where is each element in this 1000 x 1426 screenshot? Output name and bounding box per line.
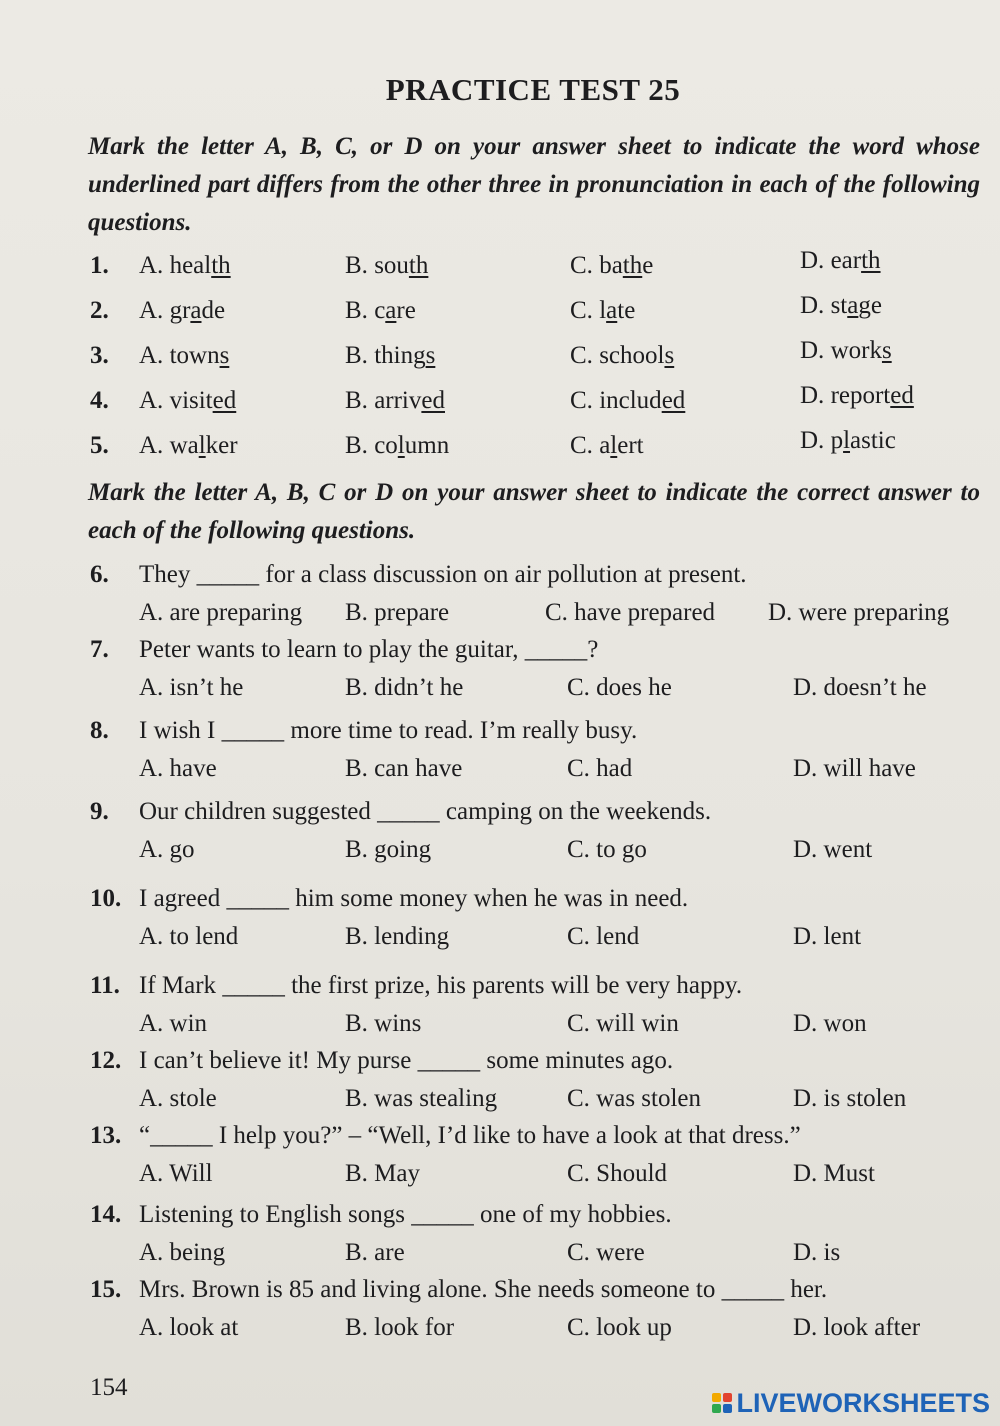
underlined-part: a: [190, 297, 202, 324]
underlined-part: th: [861, 247, 881, 274]
option-letter: A.: [139, 297, 170, 324]
option-letter: D.: [800, 337, 831, 364]
answer-blank: _____: [226, 885, 289, 912]
answer-option: [800, 337, 892, 365]
word-part: a: [599, 432, 611, 459]
answer-option: A. look at: [139, 1314, 239, 1341]
underlined-part: a: [385, 297, 397, 324]
option-letter: D.: [800, 427, 831, 454]
stem-text: him some money when he was in need.: [288, 885, 689, 912]
answer-blank: _____: [196, 561, 260, 588]
answer-blank: _____: [411, 1201, 474, 1228]
answer-option: [139, 252, 231, 280]
question-number: 10.: [90, 885, 122, 912]
answer-option: D. went: [793, 836, 873, 863]
question-stem: [139, 1201, 672, 1229]
word-part: heal: [169, 252, 212, 279]
underlined-part: th: [408, 252, 429, 279]
answer-option: C. was stolen: [567, 1085, 702, 1112]
underlined-part: l: [397, 432, 405, 459]
answer-option: B. are: [345, 1239, 405, 1266]
answer-option: [800, 382, 914, 410]
answer-option: A. go: [139, 836, 195, 863]
word-part: de: [201, 297, 226, 324]
answer-option: B. look for: [345, 1314, 455, 1341]
answer-option: B. lending: [345, 923, 450, 950]
question-number: 11.: [90, 972, 120, 999]
answer-option: C. does he: [567, 674, 672, 701]
underlined-part: th: [211, 252, 231, 279]
answer-option: A. being: [139, 1239, 226, 1266]
word-part: report: [830, 382, 891, 409]
answer-option: D. is stolen: [793, 1085, 907, 1112]
answer-option: [139, 342, 229, 370]
word-part: astic: [850, 427, 896, 454]
answer-option: C. had: [567, 755, 633, 782]
answer-option: A. stole: [139, 1085, 217, 1112]
stem-text: more time to read. I’m really busy.: [284, 717, 638, 744]
answer-option: D. lent: [793, 923, 862, 950]
answer-option: A. have: [139, 755, 217, 782]
stem-text: some minutes ago.: [480, 1047, 674, 1074]
question-stem: [139, 972, 742, 1000]
underlined-part: ed: [421, 387, 445, 414]
question-stem: [139, 1122, 801, 1150]
answer-option: B. wins: [345, 1010, 422, 1037]
answer-option: A. to lend: [139, 923, 239, 950]
answer-option: B. prepare: [345, 599, 450, 626]
underlined-part: a: [606, 297, 618, 324]
stem-text: Our children suggested: [139, 798, 378, 825]
word-part: work: [830, 337, 882, 364]
stem-text: for a class discussion on air pollution at present.: [259, 561, 747, 588]
word-part: te: [617, 297, 636, 324]
word-part: ba: [599, 252, 623, 279]
word-part: ge: [858, 292, 882, 319]
question-number: 3.: [90, 342, 109, 369]
word-part: sou: [374, 252, 409, 279]
question-number: 6.: [90, 561, 109, 588]
answer-option: C. have prepared: [545, 599, 716, 626]
answer-option: [139, 387, 236, 415]
answer-option: C. to go: [567, 836, 647, 863]
question-number: 13.: [90, 1122, 122, 1149]
answer-blank: _____: [377, 798, 440, 825]
underlined-part: ed: [890, 382, 914, 409]
question-stem: [139, 561, 747, 589]
answer-option: [800, 427, 896, 455]
question-number: 9.: [90, 798, 109, 825]
underlined-part: th: [622, 252, 643, 279]
answer-option: D. won: [793, 1010, 867, 1037]
answer-option: B. was stealing: [345, 1085, 498, 1112]
word-part: gr: [169, 297, 191, 324]
word-part: arriv: [374, 387, 422, 414]
answer-option: A. Will: [139, 1160, 213, 1187]
question-number: 1.: [90, 252, 109, 279]
answer-option: [800, 292, 882, 320]
word-part: ker: [205, 432, 238, 459]
underlined-part: l: [198, 432, 206, 459]
answer-blank: _____: [721, 1276, 785, 1303]
answer-option: D. doesn’t he: [793, 674, 927, 701]
underlined-part: s: [219, 342, 230, 369]
option-letter: A.: [139, 387, 170, 414]
answer-blank: _____: [417, 1047, 481, 1074]
word-part: school: [599, 342, 665, 369]
instruction-pronunciation: Mark the letter A, B, C, or D on your answer sheet to indicate the word whose underlined part differs from the other three in pronunciation in each of the following questions.: [88, 133, 980, 236]
stem-text: I can’t believe it! My purse: [139, 1047, 418, 1074]
answer-blank: _____: [221, 717, 285, 744]
answer-option: [570, 432, 644, 460]
question-stem: [139, 885, 688, 913]
underlined-part: s: [664, 342, 675, 369]
page-number: 154: [90, 1374, 128, 1401]
answer-option: D. were preparing: [768, 599, 950, 626]
stem-text: the first prize, his parents will be very happy.: [284, 972, 743, 999]
answer-option: D. look after: [793, 1314, 921, 1341]
answer-option: C. look up: [567, 1314, 672, 1341]
option-letter: C.: [570, 297, 600, 324]
answer-option: D. is: [793, 1239, 841, 1266]
stem-text: one of my hobbies.: [473, 1201, 672, 1228]
stem-text: I help you?” – “Well, I’d like to have a look at that dress.”: [212, 1122, 801, 1149]
stem-text: I agreed: [139, 885, 227, 912]
word-part: l: [599, 297, 607, 324]
answer-option: [800, 247, 881, 275]
question-stem: [139, 1276, 827, 1304]
answer-option: C. Should: [567, 1160, 668, 1187]
question-stem: [139, 636, 598, 664]
word-part: includ: [599, 387, 662, 414]
word-part: wa: [169, 432, 199, 459]
instruction-grammar: Mark the letter A, B, C or D on your answer sheet to indicate the correct answer to each of the following questions.: [88, 479, 980, 544]
answer-option: [139, 297, 225, 325]
answer-option: A. isn’t he: [139, 674, 244, 701]
word-part: co: [374, 432, 398, 459]
liveworksheets-logo: [712, 1388, 990, 1418]
answer-option: C. lend: [567, 923, 640, 950]
answer-option: [345, 387, 445, 415]
underlined-part: ed: [661, 387, 686, 414]
option-letter: D.: [800, 382, 831, 409]
option-letter: B.: [345, 342, 375, 369]
answer-option: C. will win: [567, 1010, 679, 1037]
word-part: visit: [169, 387, 213, 414]
answer-option: [570, 297, 635, 325]
answer-option: D. Must: [793, 1160, 875, 1187]
stem-text: If Mark: [139, 972, 223, 999]
question-stem: [139, 798, 711, 826]
underlined-part: s: [425, 342, 436, 369]
answer-option: [345, 297, 416, 325]
answer-option: [139, 432, 238, 460]
stem-text: “: [139, 1122, 151, 1149]
underlined-part: ed: [212, 387, 237, 414]
option-letter: D.: [800, 247, 831, 274]
question-number: 7.: [90, 636, 109, 663]
underlined-part: a: [847, 292, 859, 319]
question-number: 2.: [90, 297, 109, 324]
stem-text: her.: [784, 1276, 828, 1303]
answer-option: B. May: [345, 1160, 420, 1187]
question-number: 5.: [90, 432, 109, 459]
option-letter: B.: [345, 432, 375, 459]
answer-option: A. are preparing: [139, 599, 303, 626]
answer-option: [570, 387, 685, 415]
answer-option: [345, 432, 449, 460]
word-part: st: [830, 292, 848, 319]
logo-icon: [712, 1393, 732, 1413]
word-part: ear: [830, 247, 862, 274]
answer-option: [570, 252, 653, 280]
word-part: umn: [404, 432, 450, 459]
answer-option: B. going: [345, 836, 432, 863]
option-letter: B.: [345, 252, 375, 279]
option-letter: C.: [570, 387, 600, 414]
stem-text: I wish I: [139, 717, 222, 744]
option-letter: D.: [800, 292, 831, 319]
stem-text: Mrs. Brown is 85 and living alone. She needs someone to: [139, 1276, 722, 1303]
word-part: e: [642, 252, 654, 279]
stem-text: Peter wants to learn to play the guitar,: [139, 636, 525, 663]
word-part: p: [830, 427, 844, 454]
stem-text: They: [139, 561, 197, 588]
underlined-part: l: [610, 432, 618, 459]
word-part: ert: [617, 432, 644, 459]
word-part: thing: [374, 342, 426, 369]
question-number: 8.: [90, 717, 109, 744]
word-part: re: [396, 297, 416, 324]
question-stem: [139, 1047, 673, 1075]
option-letter: B.: [345, 387, 375, 414]
answer-option: D. will have: [793, 755, 916, 782]
option-letter: C.: [570, 342, 600, 369]
word-part: town: [169, 342, 220, 369]
question-number: 12.: [90, 1047, 122, 1074]
answer-blank: _____: [150, 1122, 213, 1149]
answer-option: [570, 342, 674, 370]
logo-text: LIVEWORKSHEETS: [736, 1387, 990, 1418]
option-letter: C.: [570, 252, 600, 279]
stem-text: camping on the weekends.: [439, 798, 712, 825]
option-letter: B.: [345, 297, 375, 324]
question-stem: [139, 717, 637, 745]
answer-option: [345, 252, 428, 280]
answer-option: A. win: [139, 1010, 208, 1037]
word-part: c: [374, 297, 386, 324]
question-number: 14.: [90, 1201, 122, 1228]
answer-blank: _____: [222, 972, 285, 999]
option-letter: A.: [139, 432, 170, 459]
option-letter: A.: [139, 252, 170, 279]
question-number: 15.: [90, 1276, 122, 1303]
answer-option: C. were: [567, 1239, 645, 1266]
underlined-part: s: [881, 337, 892, 364]
underlined-part: l: [843, 427, 851, 454]
answer-blank: _____: [524, 636, 588, 663]
answer-option: B. didn’t he: [345, 674, 464, 701]
answer-option: [345, 342, 435, 370]
stem-text: ?: [587, 636, 599, 663]
option-letter: A.: [139, 342, 170, 369]
stem-text: Listening to English songs: [139, 1201, 412, 1228]
option-letter: C.: [570, 432, 600, 459]
page-title: PRACTICE TEST 25: [385, 72, 681, 107]
answer-option: B. can have: [345, 755, 463, 782]
question-number: 4.: [90, 387, 109, 414]
